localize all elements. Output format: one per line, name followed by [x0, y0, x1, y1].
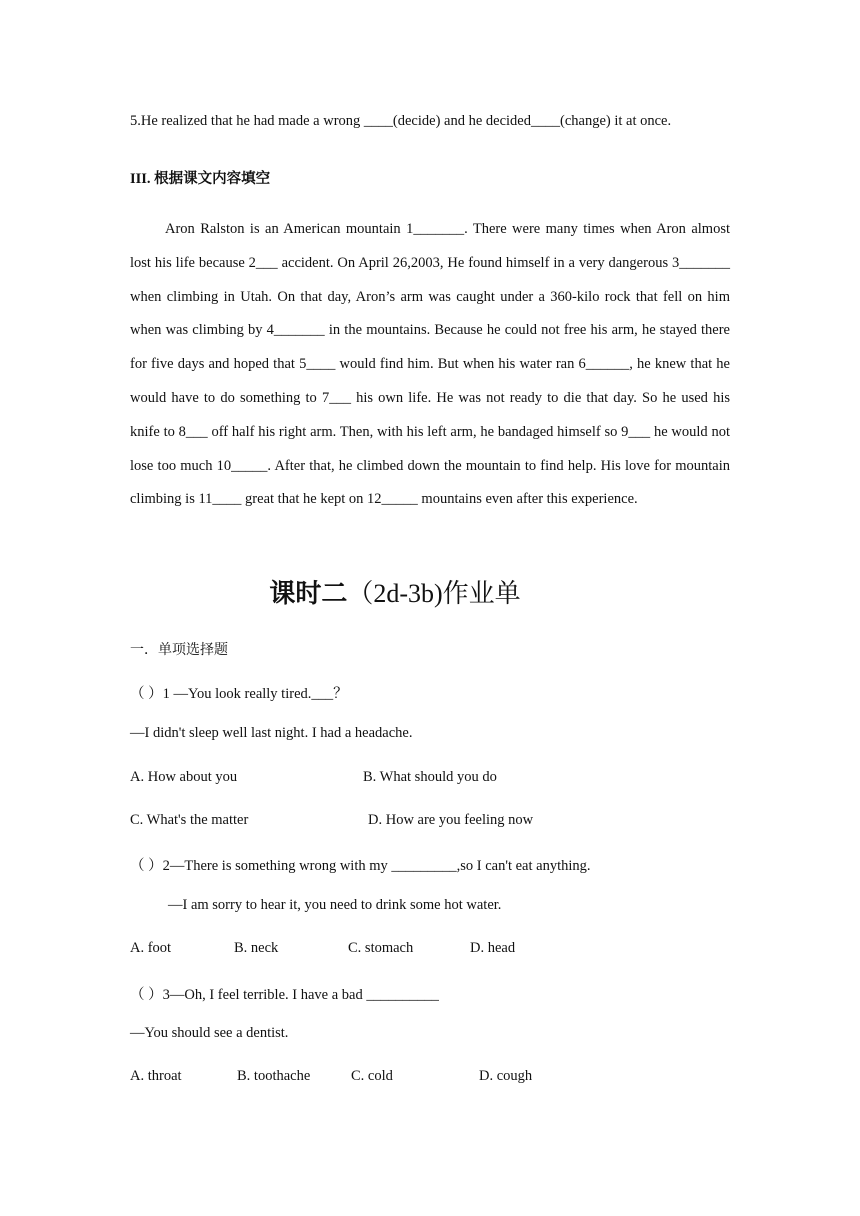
question-2-option-b: B. neck — [234, 940, 279, 956]
question-2-stem: （ ）2—There is something wrong with my _________,so I can't eat anything. — [130, 858, 591, 874]
question-1-reply: —I didn't sleep well last night. I had a headache. — [130, 725, 413, 741]
question-3-option-a: A. throat — [130, 1068, 182, 1084]
question-3-stem: （ ）3—Oh, I feel terrible. I have a bad __________ — [130, 987, 439, 1003]
question-2-option-c: C. stomach — [348, 940, 414, 956]
cloze-passage: Aron Ralston is an American mountain 1_______. There were many times when Aron almost lost his life because 2___ accident. On April 26,2003, He found himself in a very dangerous 3_______ when climbing in Utah. On that day, Aron’s arm was caught under a 360-kilo rock that fell on him when was climbing by 4_______ in the mountains. Because he could not free his arm, he stayed there for five days and hoped that 5____ would find him. But when his water ran 6______, he knew that he would have to do something to 7___ his own life. He was not ready to die that day. So he used his knife to 8___ off half his right arm. Then, with his left arm, he bandaged himself so 9___ he would not lose too much 10_____. After that, he climbed down the mountain to find help. His love for mountain climbing is 11____ great that he kept on 12_____ mountains even after this experience. — [130, 221, 730, 508]
lesson-title-paren: （ — [347, 579, 374, 609]
question-2-reply: —I am sorry to hear it, you need to drink some hot water. — [168, 897, 502, 913]
question-1-option-c: C. What's the matter — [130, 812, 249, 828]
question-3-option-d: D. cough — [479, 1068, 533, 1084]
lesson-title — [0, 573, 790, 610]
question-2-option-d: D. head — [470, 940, 516, 956]
lesson-title-prefix: 课时二 — [269, 579, 348, 609]
lesson-title-code: 2d-3b) — [373, 579, 443, 608]
section-heading: III. 根据课文内容填空 — [130, 171, 271, 187]
question-3-option-b: B. toothache — [237, 1068, 311, 1084]
question-3-option-c: C. cold — [351, 1068, 393, 1084]
question-1-option-b: B. What should you do — [363, 769, 497, 785]
lesson-title-suffix: 作业单 — [442, 579, 521, 609]
question-1-option-a: A. How about you — [130, 769, 238, 785]
subsection-heading: 一．单项选择题 — [130, 642, 228, 658]
question-2-option-a: A. foot — [130, 940, 172, 956]
question-1-stem: （ ）1 —You look really tired.___？ — [130, 686, 348, 702]
question-3-reply: —You should see a dentist. — [130, 1025, 289, 1041]
question-1-option-d: D. How are you feeling now — [368, 812, 534, 828]
exercise-item-5: 5.He realized that he had made a wrong ____(decide) and he decided____(change) it at once. — [130, 113, 672, 129]
